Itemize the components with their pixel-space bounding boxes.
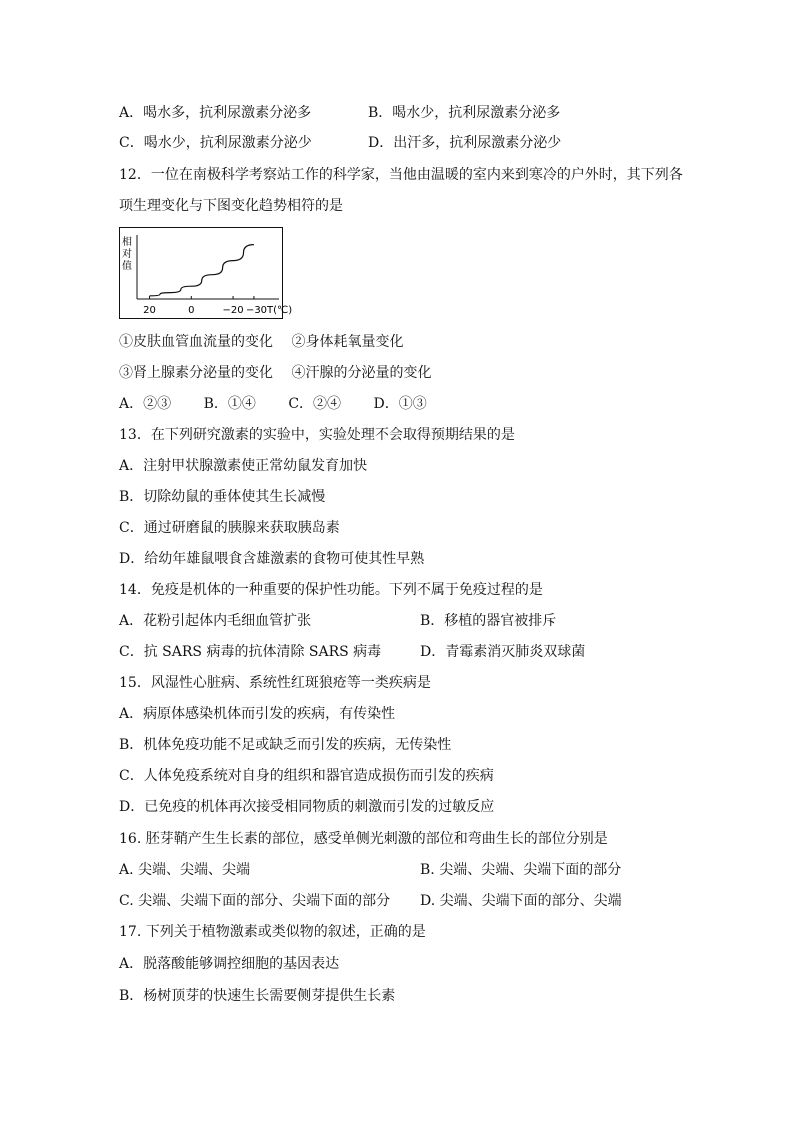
q12-items-line2: ③肾上腺素分泌量的变化 ④汗腺的分泌量的变化: [119, 365, 432, 381]
chart-ylabel-3: 值: [122, 261, 132, 272]
q13-stem: 13．在下列研究激素的实验中，实验处理不会取得预期结果的是: [119, 427, 515, 443]
q12-option-b: B．①④: [203, 396, 256, 412]
q14-option-d: D．青霉素消灭肺炎双球菌: [420, 644, 586, 660]
chart-x-tick-label: −20: [222, 305, 244, 316]
q15-option-d: D．已免疫的机体再次接受相同物质的刺激而引发的过敏反应: [119, 799, 495, 815]
q12-option-a: A．②③: [119, 396, 172, 412]
q16-option-b: B. 尖端、尖端、尖端下面的部分: [420, 862, 622, 878]
q11-option-d: D．出汗多，抗利尿激素分泌少: [368, 135, 562, 151]
chart-ylabel-1: 相: [122, 237, 132, 248]
q12-items-line1: ①皮肤血管血流量的变化 ②身体耗氧量变化: [119, 334, 404, 350]
q11-option-b: B．喝水少，抗利尿激素分泌多: [368, 105, 561, 121]
q13-option-a: A．注射甲状腺激素使正常幼鼠发育加快: [119, 458, 368, 474]
q15-option-b: B．机体免疫功能不足或缺乏而引发的疾病，无传染性: [119, 737, 452, 753]
q12-option-c: C．②④: [288, 396, 342, 412]
q12-stem-line1: 12．一位在南极科学考察站工作的科学家，当他由温暖的室内来到寒冷的户外时，其下列各: [119, 167, 683, 183]
q15-option-c: C．人体免疫系统对自身的组织和器官造成损伤而引发的疾病: [119, 768, 494, 784]
q12-options: [119, 394, 455, 414]
q12-option-d: D．①③: [373, 396, 427, 412]
q16-stem: 16. 胚芽鞘产生生长素的部位，感受单侧光刺激的部位和弯曲生长的部位分别是: [119, 831, 608, 847]
q12-stem-line2: 项生理变化与下图变化趋势相符的是: [119, 198, 343, 214]
q16-option-c: C. 尖端、尖端下面的部分、尖端下面的部分: [119, 893, 391, 909]
q17-option-a: A．脱落酸能够调控细胞的基因表达: [119, 956, 340, 972]
chart-series-line: [150, 245, 254, 296]
q14-option-a: A．花粉引起体内毛细血管扩张: [119, 613, 312, 629]
q13-option-c: C．通过研磨鼠的胰腺来获取胰岛素: [119, 520, 340, 536]
q11-option-a: A．喝水多，抗利尿激素分泌多: [119, 105, 312, 121]
q12-chart-svg: [119, 227, 293, 319]
q13-option-d: D．给幼年雄鼠喂食含雄激素的食物可使其性早熟: [119, 551, 425, 567]
q16-option-d: D. 尖端、尖端下面的部分、尖端: [420, 893, 622, 909]
q15-stem: 15．风湿性心脏病、系统性红斑狼疮等一类疾病是: [119, 675, 431, 691]
q15-option-a: A．病原体感染机体而引发的疾病，有传染性: [119, 706, 396, 722]
q11-option-c: C．喝水少，抗利尿激素分泌少: [119, 135, 312, 151]
q14-option-b: B．移植的器官被排斥: [420, 613, 557, 629]
q14-option-c: C．抗 SARS 病毒的抗体清除 SARS 病毒: [119, 644, 382, 660]
q12-chart: [119, 227, 293, 319]
q13-option-b: B．切除幼鼠的垂体使其生长减慢: [119, 489, 326, 505]
q14-stem: 14．免疫是机体的一种重要的保护性功能。下列不属于免疫过程的是: [119, 582, 543, 598]
chart-x-tick-label: 20: [143, 305, 156, 316]
chart-x-tick-label: −30T(℃): [245, 305, 293, 316]
q17-option-b: B．杨树顶芽的快速生长需要侧芽提供生长素: [119, 988, 396, 1004]
chart-ylabel-2: 对: [122, 249, 132, 260]
chart-x-tick-label: 0: [188, 305, 195, 316]
q16-option-a: A. 尖端、尖端、尖端: [119, 862, 251, 878]
q17-stem: 17. 下列关于植物激素或类似物的叙述，正确的是: [119, 924, 426, 940]
